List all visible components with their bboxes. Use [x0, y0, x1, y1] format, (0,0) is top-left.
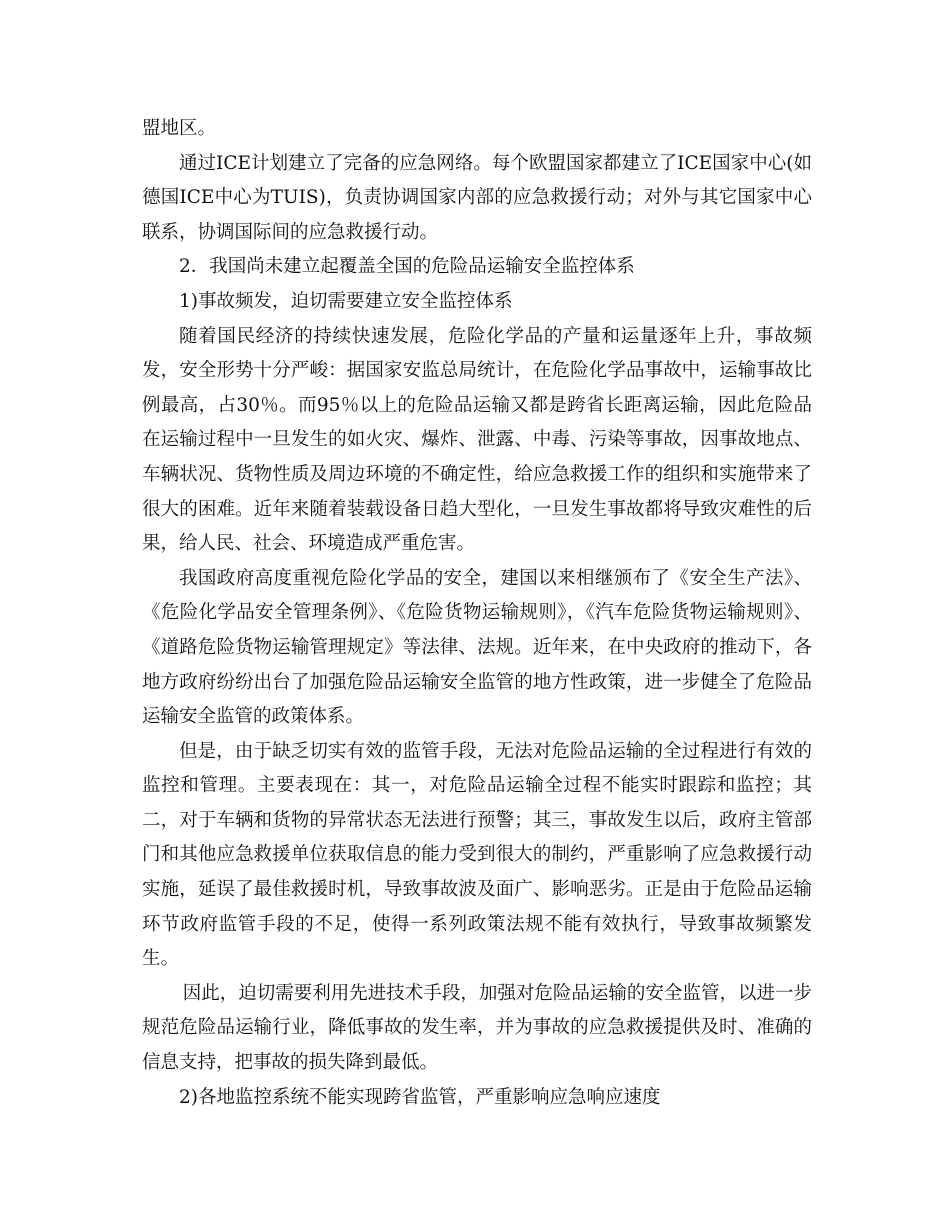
paragraph-government-policy: 我国政府高度重视危险化学品的安全，建国以来相继颁布了《安全生产法》、《危险化学品安全管理条例》、《危险货物运输规则》，《汽车危险货物运输规则》、《道路危险货物运输管理规定》等法律、法规。近年来，在中央政府的推动下，各地方政府纷纷出台了加强危险品运输安全监管的地方性政策，进一步健全了危险品运输安全监管的政策体系。 — [142, 567, 812, 728]
paragraph-continuation: 盟地区。 — [142, 118, 217, 139]
paragraph-accident-frequency: 随着国民经济的持续快速发展，危险化学品的产量和运量逐年上升，事故频发，安全形势十分严峻：据国家安监总局统计，在危险化学品事故中，运输事故比例最高，占30％。而95％以上的危险品运输又都是跨省长距离运输，因此危险品在运输过程中一旦发生的如火灾、爆炸、泄露、中毒、污染等事故，因事故地点、车辆状况、货物性质及周边环境的不确定性，给应急救援工作的组织和实施带来了很大的困难。近年来随着装载设备日趋大型化，一旦发生事故都将导致灾难性的后果，给人民、社会、环境造成严重危害。 — [142, 325, 812, 555]
paragraph-conclusion: 因此，迫切需要利用先进技术手段，加强对危险品运输的安全监管，以进一步规范危险品运输行业，降低事故的发生率，并为事故的应急救援提供及时、准确的信息支持，把事故的损失降到最低。 — [142, 982, 812, 1074]
subsection-heading-2: 2)各地监控系统不能实现跨省监管，严重影响应急响应速度 — [179, 1086, 661, 1108]
section-heading-2: 2．我国尚未建立起覆盖全国的危险品运输安全监控体系 — [179, 256, 635, 278]
document-page — [142, 112, 812, 1115]
paragraph-ice-network: 通过ICE计划建立了完备的应急网络。每个欧盟国家都建立了ICE国家中心(如德国ICE中心为TUIS)，负责协调国家内部的应急救援行动；对外与其它国家中心联系，协调国际间的应急救援行动。 — [142, 152, 812, 243]
paragraph-supervision-gaps: 但是，由于缺乏切实有效的监管手段，无法对危险品运输的全过程进行有效的监控和管理。主要表现在：其一，对危险品运输全过程不能实时跟踪和监控；其二，对于车辆和货物的异常状态无法进行预警；其三，事故发生以后，政府主管部门和其他应急救援单位获取信息的能力受到很大的制约，严重影响了应急救援行动实施，延误了最佳救援时机，导致事故波及面广、影响恶劣。正是由于危险品运输环节政府监管手段的不足，使得一系列政策法规不能有效执行，导致事故频繁发生。 — [142, 740, 812, 970]
subsection-heading-1: 1)事故频发，迫切需要建立安全监控体系 — [179, 290, 513, 312]
